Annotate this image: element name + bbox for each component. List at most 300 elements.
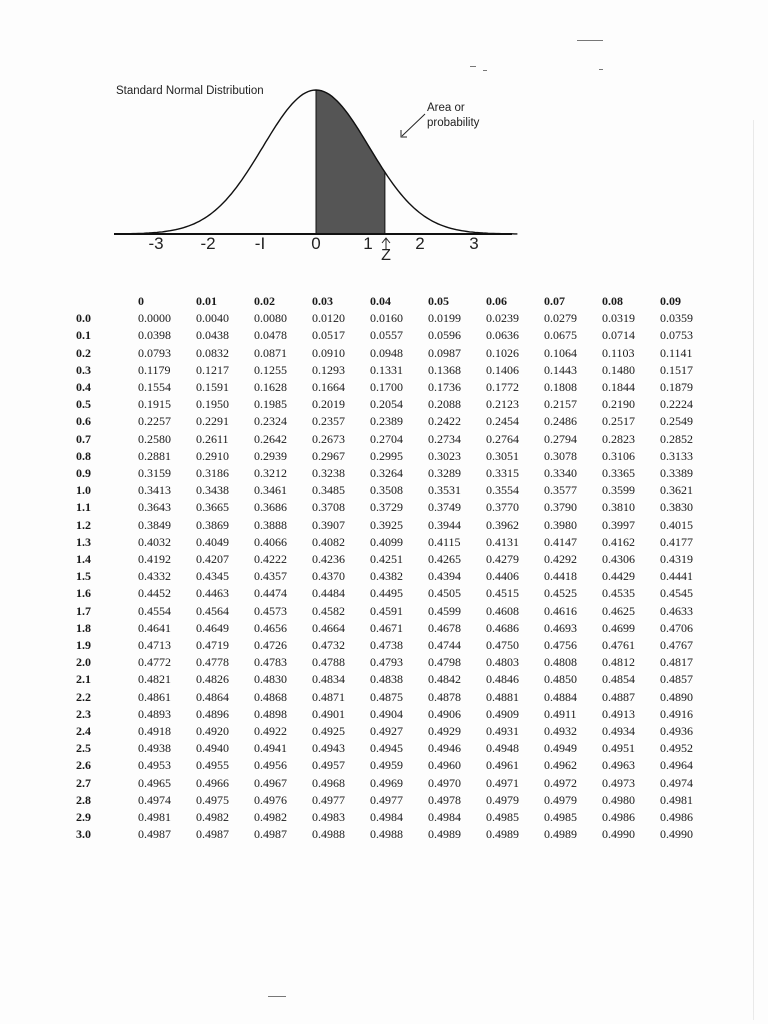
table-cell: 0.4554 — [138, 603, 171, 618]
column-header: 0.08 — [602, 294, 623, 308]
table-cell: 0.3980 — [544, 517, 577, 532]
table-cell: 0.4965 — [138, 775, 171, 790]
table-cell: 0.1443 — [544, 362, 577, 377]
table-row — [72, 499, 716, 516]
table-cell: 0.4591 — [370, 603, 403, 618]
table-cell: 0.4989 — [544, 827, 577, 842]
table-cell: 0.2324 — [254, 414, 287, 429]
table-cell: 0.1985 — [254, 397, 287, 412]
table-row — [72, 568, 716, 585]
table-cell: 0.4750 — [486, 638, 519, 653]
z-table — [72, 293, 716, 844]
table-row — [72, 706, 716, 723]
axis-label-neg2: -2 — [200, 234, 216, 253]
table-cell: 0.4988 — [370, 827, 403, 842]
row-header: 0.3 — [76, 362, 91, 377]
table-cell: 0.4049 — [196, 534, 229, 549]
table-cell: 0.4988 — [312, 827, 345, 842]
table-cell: 0.4909 — [486, 706, 519, 721]
table-cell: 0.4932 — [544, 724, 577, 739]
table-cell: 0.3289 — [428, 466, 461, 481]
table-row — [72, 637, 716, 654]
table-cell: 0.0120 — [312, 311, 345, 326]
table-cell: 0.3340 — [544, 466, 577, 481]
row-header: 1.6 — [76, 586, 91, 601]
table-cell: 0.4505 — [428, 586, 461, 601]
table-cell: 0.4973 — [602, 775, 635, 790]
table-cell: 0.3186 — [196, 466, 229, 481]
table-cell: 0.4830 — [254, 672, 287, 687]
table-cell: 0.1255 — [254, 362, 287, 377]
table-row — [72, 603, 716, 620]
table-cell: 0.2734 — [428, 431, 461, 446]
shaded-area — [316, 90, 385, 234]
row-header: 1.5 — [76, 569, 91, 584]
column-header: 0.04 — [370, 294, 391, 308]
table-cell: 0.1554 — [138, 380, 171, 395]
table-cell: 0.4968 — [312, 775, 345, 790]
table-cell: 0.4706 — [660, 620, 693, 635]
row-header: 0.1 — [76, 328, 91, 343]
table-cell: 0.4803 — [486, 655, 519, 670]
table-cell: 0.1808 — [544, 380, 577, 395]
table-cell: 0.3051 — [486, 448, 519, 463]
table-row — [72, 689, 716, 706]
table-cell: 0.4767 — [660, 638, 693, 653]
table-cell: 0.4984 — [428, 810, 461, 825]
table-cell: 0.3749 — [428, 500, 461, 515]
table-cell: 0.4927 — [370, 724, 403, 739]
table-cell: 0.4978 — [428, 792, 461, 807]
table-cell: 0.4929 — [428, 724, 461, 739]
row-header: 1.2 — [76, 517, 91, 532]
table-cell: 0.4943 — [312, 741, 345, 756]
row-header: 0.6 — [76, 414, 91, 429]
table-cell: 0.1772 — [486, 380, 519, 395]
table-cell: 0.2389 — [370, 414, 403, 429]
table-cell: 0.4222 — [254, 552, 287, 567]
table-cell: 0.4015 — [660, 517, 693, 532]
table-cell: 0.4495 — [370, 586, 403, 601]
table-cell: 0.3925 — [370, 517, 403, 532]
table-cell: 0.0675 — [544, 328, 577, 343]
table-cell: 0.0478 — [254, 328, 287, 343]
table-cell: 0.4878 — [428, 689, 461, 704]
table-cell: 0.4979 — [544, 792, 577, 807]
table-cell: 0.4744 — [428, 638, 461, 653]
table-cell: 0.0040 — [196, 311, 229, 326]
table-cell: 0.3554 — [486, 483, 519, 498]
table-cell: 0.4976 — [254, 792, 287, 807]
table-cell: 0.4946 — [428, 741, 461, 756]
table-cell: 0.2642 — [254, 431, 287, 446]
table-cell: 0.2123 — [486, 397, 519, 412]
axis-label-neg1: -I — [254, 234, 266, 253]
table-cell: 0.4961 — [486, 758, 519, 773]
table-row — [72, 775, 716, 792]
table-cell: 0.1217 — [196, 362, 229, 377]
table-cell: 0.4982 — [196, 810, 229, 825]
annotation-arrow-shaft — [402, 114, 425, 136]
table-cell: 0.3962 — [486, 517, 519, 532]
table-row — [72, 551, 716, 568]
table-cell: 0.3830 — [660, 500, 693, 515]
table-row — [72, 482, 716, 499]
table-cell: 0.4429 — [602, 569, 635, 584]
axis-label-neg3: -3 — [148, 234, 164, 253]
column-header: 0.05 — [428, 294, 449, 308]
table-cell: 0.4931 — [486, 724, 519, 739]
table-cell: 0.2422 — [428, 414, 461, 429]
row-header: 2.3 — [76, 706, 91, 721]
table-cell: 0.2995 — [370, 448, 403, 463]
row-header: 2.4 — [76, 724, 91, 739]
table-cell: 0.4738 — [370, 638, 403, 653]
axis-label-3: 3 — [469, 234, 479, 253]
table-cell: 0.4990 — [602, 827, 635, 842]
table-cell: 0.4969 — [370, 775, 403, 790]
table-row — [72, 465, 716, 482]
table-cell: 0.4987 — [138, 827, 171, 842]
table-cell: 0.4949 — [544, 741, 577, 756]
table-cell: 0.4920 — [196, 724, 229, 739]
table-cell: 0.4332 — [138, 569, 171, 584]
table-cell: 0.0239 — [486, 311, 519, 326]
table-cell: 0.4783 — [254, 655, 287, 670]
table-cell: 0.1103 — [602, 345, 635, 360]
table-cell: 0.1331 — [370, 362, 403, 377]
table-cell: 0.0359 — [660, 311, 693, 326]
table-cell: 0.4686 — [486, 620, 519, 635]
table-cell: 0.4608 — [486, 603, 519, 618]
table-cell: 0.3621 — [660, 483, 693, 498]
row-header: 0.0 — [76, 311, 91, 326]
table-cell: 0.2704 — [370, 431, 403, 446]
table-cell: 0.4838 — [370, 672, 403, 687]
table-cell: 0.1736 — [428, 380, 461, 395]
table-cell: 0.2357 — [312, 414, 345, 429]
table-cell: 0.4192 — [138, 552, 171, 567]
table-cell: 0.4817 — [660, 655, 693, 670]
table-cell: 0.3413 — [138, 483, 171, 498]
row-header: 1.1 — [76, 500, 91, 515]
row-header: 1.0 — [76, 483, 91, 498]
row-header: 2.1 — [76, 672, 91, 687]
table-cell: 0.4573 — [254, 603, 287, 618]
row-header: 1.9 — [76, 638, 91, 653]
table-cell: 0.4898 — [254, 706, 287, 721]
table-cell: 0.3238 — [312, 466, 345, 481]
table-cell: 0.4279 — [486, 552, 519, 567]
table-cell: 0.4656 — [254, 620, 287, 635]
table-cell: 0.2794 — [544, 431, 577, 446]
row-header: 0.4 — [76, 380, 91, 395]
table-cell: 0.3577 — [544, 483, 577, 498]
table-cell: 0.2088 — [428, 397, 461, 412]
table-cell: 0.4671 — [370, 620, 403, 635]
table-cell: 0.4913 — [602, 706, 635, 721]
table-cell: 0.4980 — [602, 792, 635, 807]
table-cell: 0.4934 — [602, 724, 635, 739]
table-cell: 0.0987 — [428, 345, 461, 360]
table-cell: 0.4641 — [138, 620, 171, 635]
normal-distribution-figure — [0, 0, 768, 280]
row-header: 1.7 — [76, 603, 91, 618]
table-cell: 0.4989 — [428, 827, 461, 842]
axis-label-1: 1 — [363, 234, 373, 253]
z-table-header-row — [72, 293, 716, 310]
column-header: 0.01 — [196, 294, 217, 308]
row-header: 0.7 — [76, 431, 91, 446]
table-cell: 0.4633 — [660, 603, 693, 618]
table-cell: 0.3264 — [370, 466, 403, 481]
table-cell: 0.4699 — [602, 620, 635, 635]
table-cell: 0.4893 — [138, 706, 171, 721]
table-cell: 0.3907 — [312, 517, 345, 532]
table-cell: 0.4982 — [254, 810, 287, 825]
row-header: 1.8 — [76, 620, 91, 635]
table-cell: 0.4955 — [196, 758, 229, 773]
table-cell: 0.4319 — [660, 552, 693, 567]
table-cell: 0.4664 — [312, 620, 345, 635]
table-cell: 0.1141 — [660, 345, 693, 360]
table-cell: 0.2291 — [196, 414, 229, 429]
table-cell: 0.2910 — [196, 448, 229, 463]
table-cell: 0.4977 — [312, 792, 345, 807]
table-row — [72, 792, 716, 809]
table-cell: 0.4940 — [196, 741, 229, 756]
table-cell: 0.4066 — [254, 534, 287, 549]
table-cell: 0.4564 — [196, 603, 229, 618]
table-cell: 0.0438 — [196, 328, 229, 343]
table-cell: 0.4474 — [254, 586, 287, 601]
row-header: 3.0 — [76, 827, 91, 842]
table-row — [72, 448, 716, 465]
table-cell: 0.4984 — [370, 810, 403, 825]
table-cell: 0.2580 — [138, 431, 171, 446]
table-cell: 0.4582 — [312, 603, 345, 618]
table-cell: 0.4382 — [370, 569, 403, 584]
table-cell: 0.0596 — [428, 328, 461, 343]
table-cell: 0.4834 — [312, 672, 345, 687]
table-cell: 0.0517 — [312, 328, 345, 343]
table-cell: 0.4901 — [312, 706, 345, 721]
table-cell: 0.4941 — [254, 741, 287, 756]
table-cell: 0.4515 — [486, 586, 519, 601]
table-cell: 0.2881 — [138, 448, 171, 463]
table-cell: 0.1950 — [196, 397, 229, 412]
table-cell: 0.2257 — [138, 414, 171, 429]
row-header: 2.0 — [76, 655, 91, 670]
table-cell: 0.3849 — [138, 517, 171, 532]
table-cell: 0.0199 — [428, 311, 461, 326]
column-header: 0.09 — [660, 294, 681, 308]
normal-curve-plot — [0, 0, 768, 280]
table-cell: 0.4357 — [254, 569, 287, 584]
table-cell: 0.4884 — [544, 689, 577, 704]
table-cell: 0.4864 — [196, 689, 229, 704]
row-header: 2.9 — [76, 810, 91, 825]
table-cell: 0.4890 — [660, 689, 693, 704]
table-cell: 0.2454 — [486, 414, 519, 429]
row-header: 0.8 — [76, 448, 91, 463]
table-cell: 0.2517 — [602, 414, 635, 429]
table-cell: 0.4406 — [486, 569, 519, 584]
table-cell: 0.4441 — [660, 569, 693, 584]
column-header: 0.06 — [486, 294, 507, 308]
table-cell: 0.4463 — [196, 586, 229, 601]
table-cell: 0.4987 — [254, 827, 287, 842]
table-cell: 0.3485 — [312, 483, 345, 498]
table-cell: 0.1700 — [370, 380, 403, 395]
table-cell: 0.4370 — [312, 569, 345, 584]
table-cell: 0.3869 — [196, 517, 229, 532]
table-cell: 0.4793 — [370, 655, 403, 670]
table-row — [72, 740, 716, 757]
table-row — [72, 809, 716, 826]
table-row — [72, 413, 716, 430]
table-row — [72, 826, 716, 843]
table-cell: 0.4177 — [660, 534, 693, 549]
table-cell: 0.4115 — [428, 534, 461, 549]
table-cell: 0.2611 — [196, 431, 229, 446]
table-cell: 0.4418 — [544, 569, 577, 584]
table-cell: 0.4545 — [660, 586, 693, 601]
row-header: 2.8 — [76, 792, 91, 807]
table-cell: 0.4966 — [196, 775, 229, 790]
table-cell: 0.4962 — [544, 758, 577, 773]
table-cell: 0.0000 — [138, 311, 171, 326]
table-cell: 0.4904 — [370, 706, 403, 721]
table-cell: 0.0714 — [602, 328, 635, 343]
area-label-line2: probability — [427, 117, 480, 129]
table-cell: 0.2673 — [312, 431, 345, 446]
table-cell: 0.4911 — [544, 706, 577, 721]
table-cell: 0.3790 — [544, 500, 577, 515]
table-cell: 0.4251 — [370, 552, 403, 567]
table-cell: 0.4812 — [602, 655, 635, 670]
figure-title: Standard Normal Distribution — [116, 85, 264, 97]
table-cell: 0.4292 — [544, 552, 577, 567]
table-cell: 0.4986 — [660, 810, 693, 825]
table-cell: 0.0398 — [138, 328, 171, 343]
table-cell: 0.3599 — [602, 483, 635, 498]
table-cell: 0.4918 — [138, 724, 171, 739]
table-cell: 0.4265 — [428, 552, 461, 567]
z-label: Z — [381, 247, 391, 264]
table-cell: 0.3133 — [660, 448, 693, 463]
table-cell: 0.1844 — [602, 380, 635, 395]
table-cell: 0.3810 — [602, 500, 635, 515]
table-cell: 0.4887 — [602, 689, 635, 704]
table-cell: 0.4916 — [660, 706, 693, 721]
table-cell: 0.4989 — [486, 827, 519, 842]
table-cell: 0.4732 — [312, 638, 345, 653]
table-cell: 0.4846 — [486, 672, 519, 687]
table-cell: 0.4972 — [544, 775, 577, 790]
table-cell: 0.4798 — [428, 655, 461, 670]
table-cell: 0.4599 — [428, 603, 461, 618]
table-cell: 0.0319 — [602, 311, 635, 326]
table-cell: 0.0948 — [370, 345, 403, 360]
table-cell: 0.4726 — [254, 638, 287, 653]
table-cell: 0.3997 — [602, 517, 635, 532]
table-cell: 0.4990 — [660, 827, 693, 842]
table-cell: 0.4925 — [312, 724, 345, 739]
table-cell: 0.3212 — [254, 466, 287, 481]
table-cell: 0.1026 — [486, 345, 519, 360]
table-cell: 0.4826 — [196, 672, 229, 687]
table-cell: 0.4875 — [370, 689, 403, 704]
table-row — [72, 620, 716, 637]
table-cell: 0.4032 — [138, 534, 171, 549]
table-cell: 0.1064 — [544, 345, 577, 360]
table-cell: 0.3643 — [138, 500, 171, 515]
table-cell: 0.3159 — [138, 466, 171, 481]
table-cell: 0.4951 — [602, 741, 635, 756]
z-table-body — [72, 310, 716, 843]
table-cell: 0.4906 — [428, 706, 461, 721]
table-cell: 0.4525 — [544, 586, 577, 601]
table-cell: 0.4964 — [660, 758, 693, 773]
column-header: 0.03 — [312, 294, 333, 308]
table-cell: 0.4649 — [196, 620, 229, 635]
table-cell: 0.1664 — [312, 380, 345, 395]
table-cell: 0.4975 — [196, 792, 229, 807]
table-cell: 0.4162 — [602, 534, 635, 549]
table-cell: 0.1628 — [254, 380, 287, 395]
table-row — [72, 310, 716, 327]
table-cell: 0.4778 — [196, 655, 229, 670]
table-cell: 0.4985 — [544, 810, 577, 825]
row-header: 2.2 — [76, 689, 91, 704]
table-cell: 0.1293 — [312, 362, 345, 377]
table-cell: 0.4957 — [312, 758, 345, 773]
table-cell: 0.4131 — [486, 534, 519, 549]
table-cell: 0.3461 — [254, 483, 287, 498]
table-cell: 0.1179 — [138, 362, 171, 377]
column-header: 0.07 — [544, 294, 565, 308]
table-cell: 0.4959 — [370, 758, 403, 773]
table-cell: 0.4850 — [544, 672, 577, 687]
table-row — [72, 345, 716, 362]
axis-label-2: 2 — [415, 234, 425, 253]
table-cell: 0.3315 — [486, 466, 519, 481]
table-cell: 0.4616 — [544, 603, 577, 618]
table-cell: 0.3531 — [428, 483, 461, 498]
table-cell: 0.4394 — [428, 569, 461, 584]
table-cell: 0.1879 — [660, 380, 693, 395]
table-cell: 0.4861 — [138, 689, 171, 704]
table-cell: 0.4857 — [660, 672, 693, 687]
table-cell: 0.4761 — [602, 638, 635, 653]
table-cell: 0.4986 — [602, 810, 635, 825]
table-cell: 0.3729 — [370, 500, 403, 515]
table-row — [72, 534, 716, 551]
table-cell: 0.3665 — [196, 500, 229, 515]
table-cell: 0.2054 — [370, 397, 403, 412]
table-cell: 0.4535 — [602, 586, 635, 601]
table-cell: 0.3078 — [544, 448, 577, 463]
table-cell: 0.2549 — [660, 414, 693, 429]
row-header: 0.9 — [76, 466, 91, 481]
table-cell: 0.4868 — [254, 689, 287, 704]
table-cell: 0.4936 — [660, 724, 693, 739]
table-cell: 0.4922 — [254, 724, 287, 739]
table-cell: 0.4948 — [486, 741, 519, 756]
table-cell: 0.0080 — [254, 311, 287, 326]
table-cell: 0.4896 — [196, 706, 229, 721]
